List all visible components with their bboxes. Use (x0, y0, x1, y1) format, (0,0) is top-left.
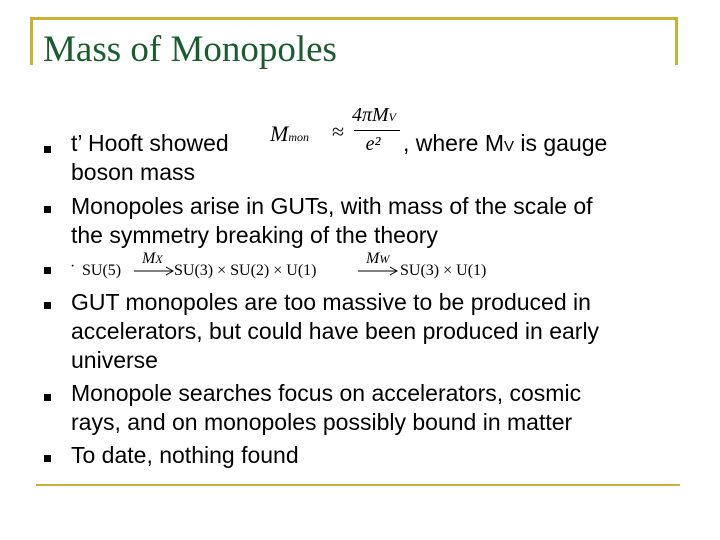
formula-numerator-text: 4πM (351, 104, 389, 126)
bullet-1-suffix-text: , where M (403, 130, 504, 156)
chain-group-su5: SU(5) (82, 262, 122, 279)
bullet-1-line-2: boson mass (71, 159, 196, 185)
bullet-1-end-text: is gauge (514, 130, 608, 156)
bullet-marker-3 (44, 267, 51, 274)
bullet-1-line-1-prefix: t’ Hooft showed (71, 130, 229, 156)
bullet-2-line-1: Monopoles arise in GUTs, with mass of the scale of (71, 193, 593, 219)
formula-lhs-sub: mon (288, 130, 309, 144)
bullet-4-line-1: GUT monopoles are too massive to be produced in (71, 289, 591, 315)
formula-lhs (270, 121, 309, 147)
slide-title: Mass of Monopoles (43, 29, 337, 70)
arrow-1-label-text: M (142, 250, 156, 267)
bullet-1-subscript: V (503, 138, 514, 155)
formula-numerator-sub: V (388, 110, 397, 124)
arrow-2-icon (358, 266, 400, 276)
bullet-6-line-1: To date, nothing found (71, 442, 299, 468)
arrow-2-label-sub: W (379, 252, 390, 266)
bullet-marker-5 (44, 394, 51, 401)
bullet-marker-2 (44, 206, 51, 213)
formula-relation: ≈ (332, 119, 345, 144)
formula-fraction-bar (354, 130, 400, 131)
chain-group-su3-u1: SU(3) × U(1) (400, 262, 487, 279)
formula-numerator (345, 104, 403, 127)
chain-prefix: · (70, 258, 76, 275)
bullet-marker-6 (44, 455, 51, 462)
bullet-4-line-2: accelerators, but could have been produced in early (71, 318, 600, 344)
frame-top-border (30, 17, 678, 20)
formula-lhs-symbol: M (270, 121, 289, 146)
bottom-rule (36, 484, 680, 486)
chain-group-su3-su2-u1: SU(3) × SU(2) × U(1) (174, 262, 317, 279)
arrow-1-icon (134, 266, 176, 276)
frame-left-border (30, 17, 33, 65)
bullet-5-line-2: rays, and on monopoles possibly bound in matter (71, 409, 573, 435)
bullet-marker-1 (44, 146, 51, 153)
frame-right-border (675, 17, 678, 65)
bullet-2-line-2: the symmetry breaking of the theory (71, 222, 438, 248)
arrow-1-label-sub: X (155, 252, 163, 266)
thooft-formula (270, 104, 406, 160)
arrow-2-label-text: M (366, 250, 380, 267)
bullet-1-line-1-suffix (403, 130, 607, 160)
bullet-4-line-3: universe (71, 347, 158, 373)
symmetry-breaking-chain (70, 250, 520, 284)
formula-denominator: e² (365, 133, 381, 155)
bullet-5-line-1: Monopole searches focus on accelerators, cosmic (71, 380, 582, 406)
bullet-marker-4 (44, 302, 51, 309)
